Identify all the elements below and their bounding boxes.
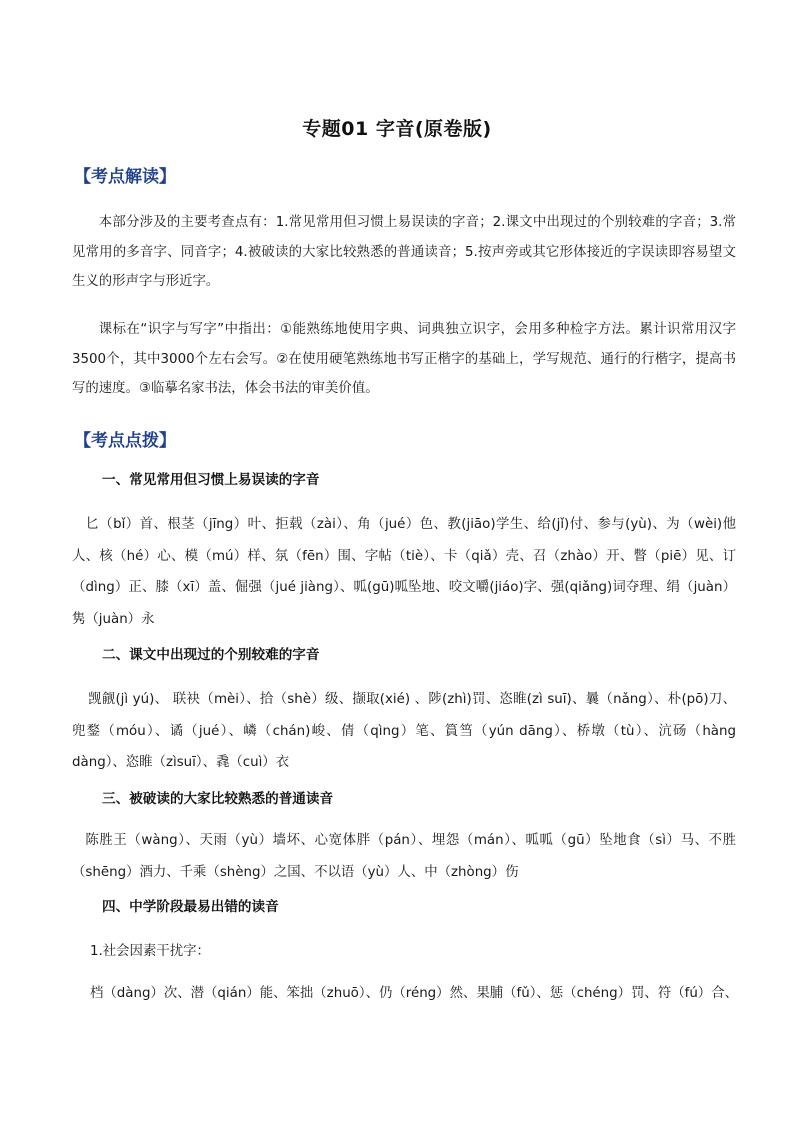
list-item-text: 档（dàng）次、潜（qián）能、笨拙（zhuō）、仍（réng）然、果脯（fǔ）、惩（chéng）罚、符（fú）合、 bbox=[90, 986, 738, 1001]
subsection-heading-2: 二、课文中出现过的个别较难的字音 bbox=[102, 647, 320, 663]
subsection-heading-4: 四、中学阶段最易出错的读音 bbox=[102, 899, 279, 915]
subsection-text-1: 匕（bǐ）首、根茎（jīng）叶、拒载（zài）、角（jué）色、教(jiāo)学生、给(jǐ)付、参与(yù)、为（wèi)他人、核（hé）心、模（mú）样、氛（fēn）围、字帖（tiè）、卡（qiǎ）壳、召（zhào）开、瞥（piē）见、订（dìng）正、膝（xī）盖、倔强（jué jiàng）、呱(gū)呱坠地、咬文嚼(jiáo)字、强(qiǎng)词夺理、绢（juàn） 隽（juàn）永 bbox=[72, 517, 736, 627]
subsection-heading-3: 三、被破读的大家比较熟悉的普通读音 bbox=[102, 791, 334, 807]
interpretation-paragraph-1: 本部分涉及的主要考查点有：1.常见常用但习惯上易误读的字音；2.课文中出现过的个别较难的字音；3.常见常用的多音字、同音字；4.被破读的大家比较熟悉的普通读音；5.按声旁或其它形体接近的字误读即容易望文生义的形声字与形近字。 bbox=[72, 215, 736, 289]
interpretation-paragraph-2: 课标在“识字与写字”中指出：①能熟练地使用字典、词典独立识字，会用多种检字方法。累计识常用汉字3500个，其中3000个左右会写。②在使用硬笔熟练地书写正楷字的基础上，学写规范、通行的行楷字，提高书写的速度。③临摹名家书法，体会书法的审美价值。 bbox=[72, 322, 736, 396]
subsection-heading-1: 一、常见常用但习惯上易误读的字音 bbox=[102, 472, 320, 488]
section-heading-interpretation: 【考点解读】 bbox=[74, 167, 176, 187]
section-heading-guidance: 【考点点拨】 bbox=[74, 431, 176, 451]
list-item-label: 1.社会因素干扰字： bbox=[90, 944, 210, 959]
subsection-text-3: 陈胜王（wàng）、天雨（yù）墙坏、心宽体胖（pán）、埋怨（mán）、呱呱（gū）坠地食（sì）马、不胜（shēng）酒力、千乘（shèng）之国、不以语（yù）人、中（zhòng）伤 bbox=[72, 833, 736, 880]
subsection-text-2: 觊觎(jì yú)、 联袂（mèi）、拾（shè）级、撷取(xié) 、陟(zhì)罚、恣睢(zì suī)、曩（nǎng）、朴(pō)刀、兜鍪（móu）、谲（jué）、嶙（chán)峻、倩（qìng）笔、篔筜（yún dāng）、桥墩（tù）、沆砀（hàng dàng）、恣睢（zìsuī）、毳（cuì）衣 bbox=[72, 692, 736, 770]
page-title: 专题01 字音(原卷版) bbox=[302, 118, 492, 140]
